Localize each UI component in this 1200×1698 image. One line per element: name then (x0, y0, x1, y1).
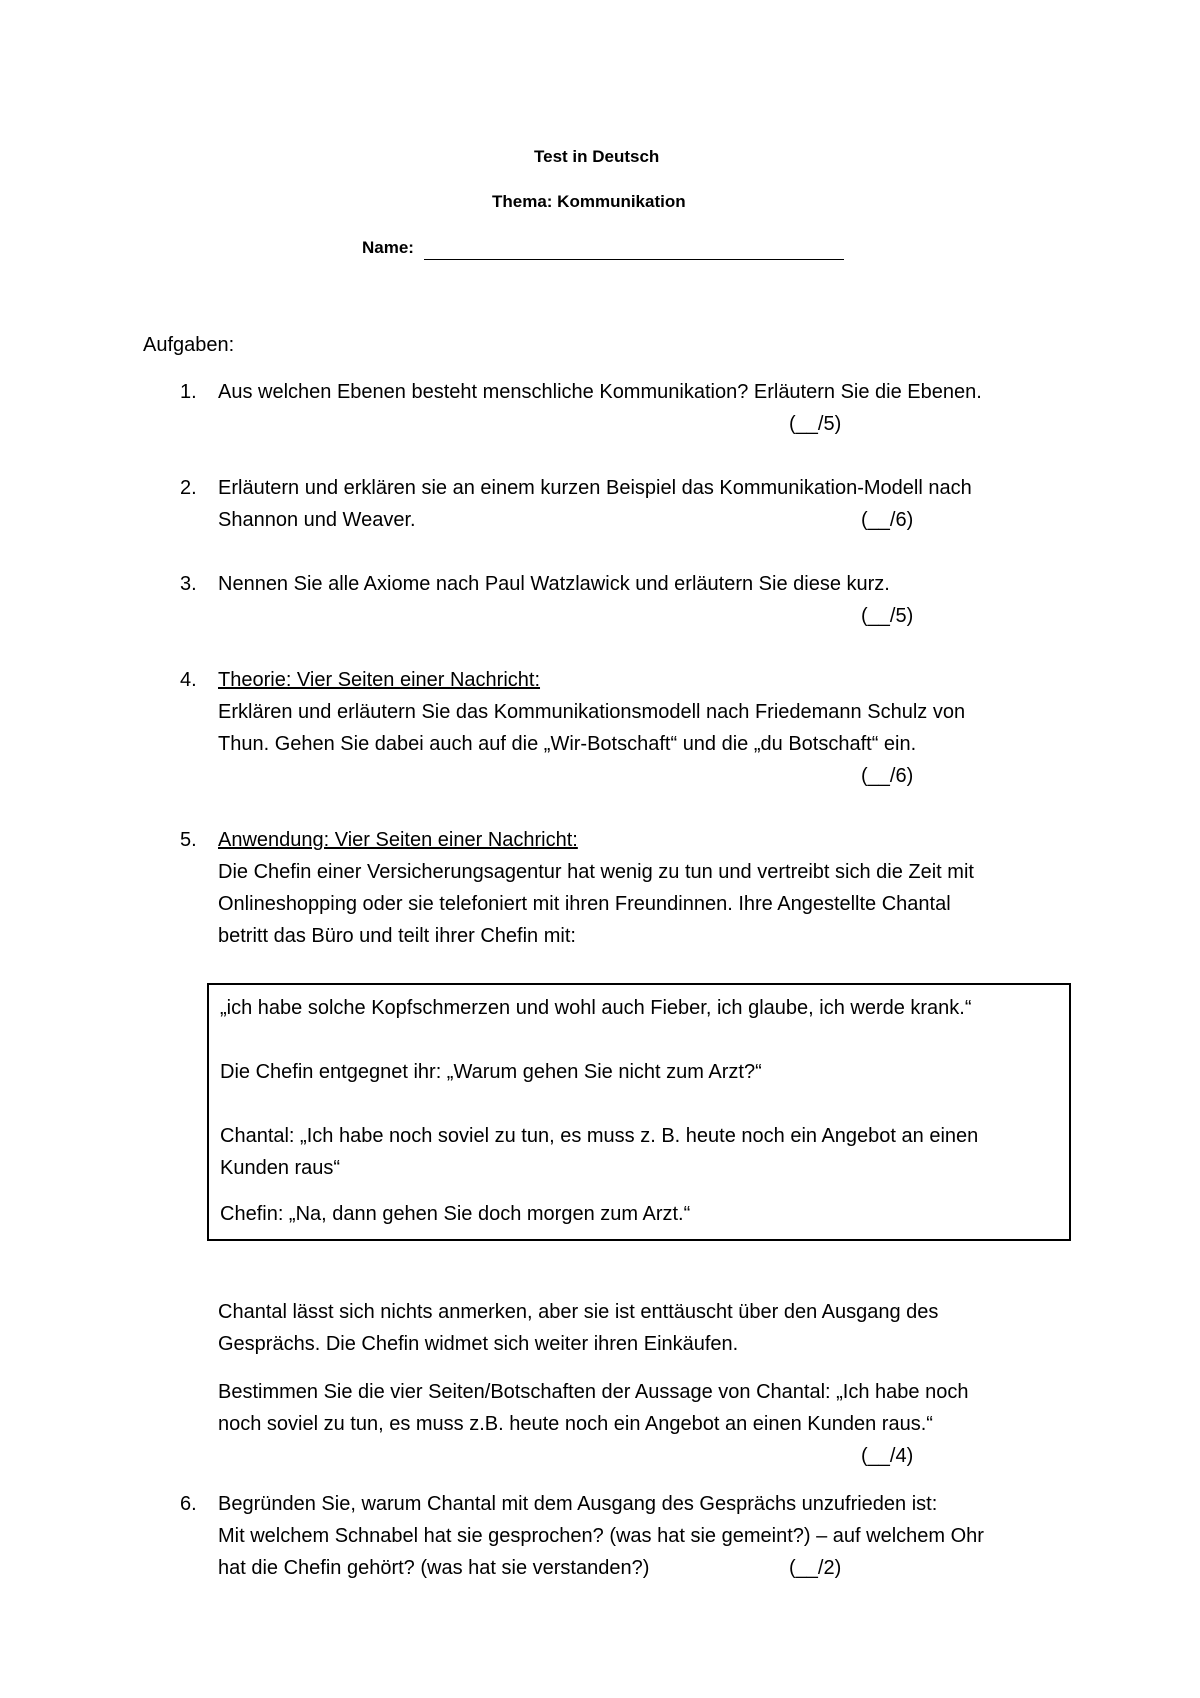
dialogue-line: Chantal: „Ich habe noch soviel zu tun, es muss z. B. heute noch ein Angebot an einen (220, 1125, 979, 1147)
dialogue-line: „ich habe solche Kopfschmerzen und wohl auch Fieber, ich glaube, ich werde krank.“ (220, 997, 972, 1019)
task-number: 5. (180, 829, 197, 851)
task-text-line: Shannon und Weaver. (218, 509, 416, 531)
name-field-line[interactable] (424, 259, 844, 260)
task-score: (__/5) (789, 413, 842, 435)
task-score: (__/6) (861, 509, 914, 531)
task-text-line: Gesprächs. Die Chefin widmet sich weiter ihren Einkäufen. (218, 1333, 739, 1355)
task-text-line: Chantal lässt sich nichts anmerken, aber sie ist enttäuscht über den Ausgang des (218, 1301, 939, 1323)
tasks-heading: Aufgaben: (143, 334, 235, 356)
task-text-line: Die Chefin einer Versicherungsagentur hat wenig zu tun und vertreibt sich die Zeit mit (218, 861, 974, 883)
task-score: (__/5) (861, 605, 914, 627)
task-question-line: Bestimmen Sie die vier Seiten/Botschaften der Aussage von Chantal: „Ich habe noch (218, 1381, 969, 1403)
dialogue-line: Kunden raus“ (220, 1157, 341, 1179)
task-heading: Theorie: Vier Seiten einer Nachricht: (218, 669, 541, 691)
task-question-line: noch soviel zu tun, es muss z.B. heute noch ein Angebot an einen Kunden raus.“ (218, 1413, 933, 1435)
document-title: Test in Deutsch (534, 147, 660, 166)
task-text-line: hat die Chefin gehört? (was hat sie verstanden?) (218, 1557, 650, 1579)
task-text-line: Begründen Sie, warum Chantal mit dem Ausgang des Gesprächs unzufrieden ist: (218, 1493, 938, 1515)
task-text-line: betritt das Büro und teilt ihrer Chefin mit: (218, 925, 576, 947)
task-heading: Anwendung: Vier Seiten einer Nachricht: (218, 829, 578, 851)
dialogue-line: Chefin: „Na, dann gehen Sie doch morgen zum Arzt.“ (220, 1203, 691, 1225)
task-number: 2. (180, 477, 197, 499)
task-text-line: Aus welchen Ebenen besteht menschliche Kommunikation? Erläutern Sie die Ebenen. (218, 381, 982, 403)
task-score: (__/4) (861, 1445, 914, 1467)
task-text-line: Nennen Sie alle Axiome nach Paul Watzlawick und erläutern Sie diese kurz. (218, 573, 890, 595)
task-number: 6. (180, 1493, 197, 1515)
task-score: (__/2) (789, 1557, 842, 1579)
task-number: 1. (180, 381, 197, 403)
task-text-line: Erklären und erläutern Sie das Kommunikationsmodell nach Friedemann Schulz von (218, 701, 966, 723)
task-text-line: Erläutern und erklären sie an einem kurzen Beispiel das Kommunikation-Modell nach (218, 477, 972, 499)
document-topic: Thema: Kommunikation (492, 192, 686, 211)
task-text-line: Onlineshopping oder sie telefoniert mit ihren Freundinnen. Ihre Angestellte Chantal (218, 893, 951, 915)
task-number: 4. (180, 669, 197, 691)
name-label: Name: (362, 238, 414, 257)
task-text-line: Mit welchem Schnabel hat sie gesprochen? (was hat sie gemeint?) – auf welchem Ohr (218, 1525, 984, 1547)
dialogue-line: Die Chefin entgegnet ihr: „Warum gehen Sie nicht zum Arzt?“ (220, 1061, 762, 1083)
dialogue-box (207, 983, 1071, 1241)
task-score: (__/6) (861, 765, 914, 787)
task-number: 3. (180, 573, 197, 595)
task-text-line: Thun. Gehen Sie dabei auch auf die „Wir-Botschaft“ und die „du Botschaft“ ein. (218, 733, 917, 755)
